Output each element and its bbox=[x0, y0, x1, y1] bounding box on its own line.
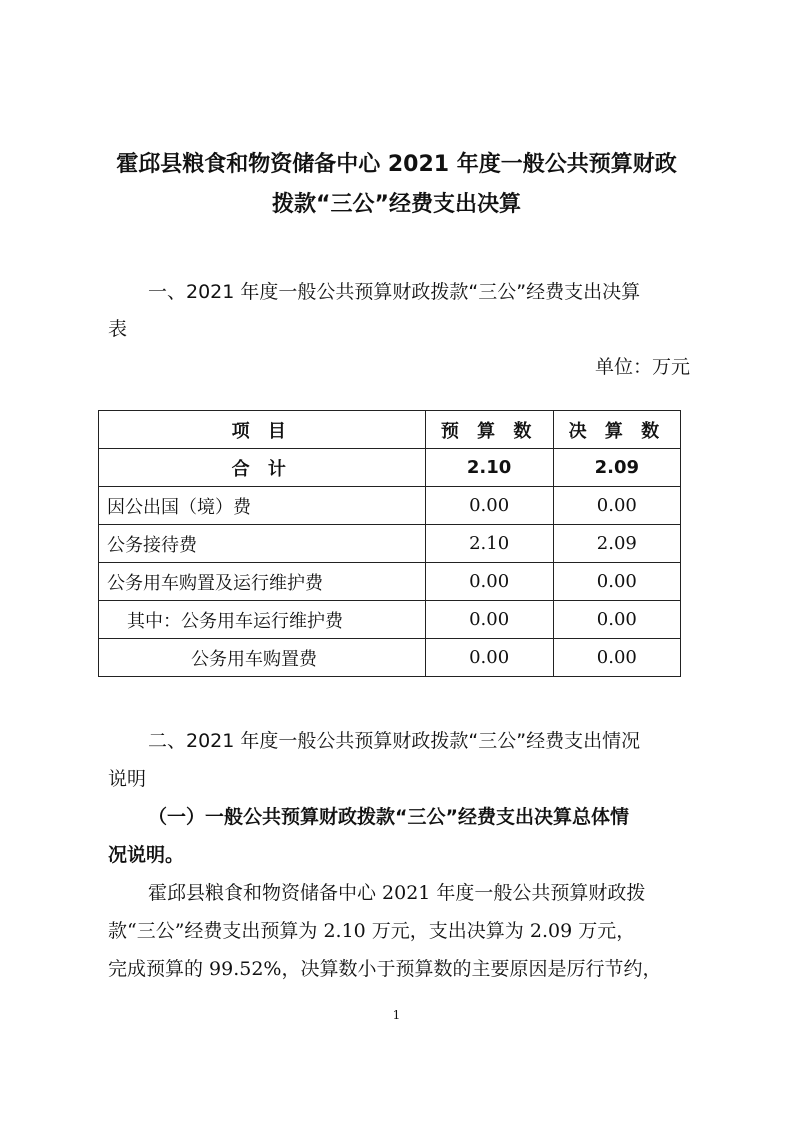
document-title-line-1: 霍邱县粮食和物资储备中心 2021 年度一般公共预算财政 bbox=[116, 152, 677, 177]
subsection-1-heading: （一）一般公共预算财政拨款“三公”经费支出决算总体情 bbox=[148, 806, 629, 828]
table-total-row bbox=[99, 449, 681, 487]
row-final: 0.00 bbox=[553, 563, 680, 601]
header-item: 项 目 bbox=[99, 411, 426, 449]
row-label: 其中：公务用车运行维护费 bbox=[99, 601, 426, 639]
paragraph-line-1: 霍邱县粮食和物资储备中心 2021 年度一般公共预算财政拨 bbox=[148, 882, 646, 904]
paragraph-line-2: 款“三公”经费支出预算为 2.10 万元，支出决算为 2.09 万元， bbox=[108, 920, 636, 942]
row-budget: 0.00 bbox=[425, 639, 553, 677]
document-title-line-2: 拨款“三公”经费支出决算 bbox=[272, 192, 521, 217]
table-row bbox=[99, 487, 681, 525]
total-label: 合 计 bbox=[99, 449, 426, 487]
row-budget: 0.00 bbox=[425, 487, 553, 525]
subsection-1-heading-cont: 况说明。 bbox=[108, 844, 185, 866]
row-label: 公务用车购置及运行维护费 bbox=[99, 563, 426, 601]
table-row bbox=[99, 563, 681, 601]
paragraph-line-3: 完成预算的 99.52%，决算数小于预算数的主要原因是厉行节约， bbox=[108, 958, 662, 980]
table-row bbox=[99, 525, 681, 563]
header-budget: 预 算 数 bbox=[425, 411, 553, 449]
table-header-row bbox=[99, 411, 681, 449]
row-budget: 0.00 bbox=[425, 563, 553, 601]
header-final: 决 算 数 bbox=[553, 411, 680, 449]
unit-label: 单位：万元 bbox=[594, 356, 690, 378]
section-1-heading: 一、2021 年度一般公共预算财政拨款“三公”经费支出决算 bbox=[148, 281, 641, 303]
row-final: 0.00 bbox=[553, 601, 680, 639]
section-1-heading-cont: 表 bbox=[108, 318, 128, 340]
section-2-heading: 二、2021 年度一般公共预算财政拨款“三公”经费支出情况 bbox=[148, 730, 641, 752]
row-final: 0.00 bbox=[553, 487, 680, 525]
page-number: 1 bbox=[392, 1008, 401, 1022]
row-budget: 0.00 bbox=[425, 601, 553, 639]
table-row bbox=[99, 639, 681, 677]
table-row bbox=[99, 601, 681, 639]
row-label: 公务接待费 bbox=[99, 525, 426, 563]
row-final: 0.00 bbox=[553, 639, 680, 677]
row-label: 因公出国（境）费 bbox=[99, 487, 426, 525]
budget-table bbox=[98, 410, 681, 677]
row-final: 2.09 bbox=[553, 525, 680, 563]
total-budget: 2.10 bbox=[425, 449, 553, 487]
section-2-heading-cont: 说明 bbox=[108, 768, 147, 790]
row-label: 公务用车购置费 bbox=[99, 639, 426, 677]
total-final: 2.09 bbox=[553, 449, 680, 487]
row-budget: 2.10 bbox=[425, 525, 553, 563]
